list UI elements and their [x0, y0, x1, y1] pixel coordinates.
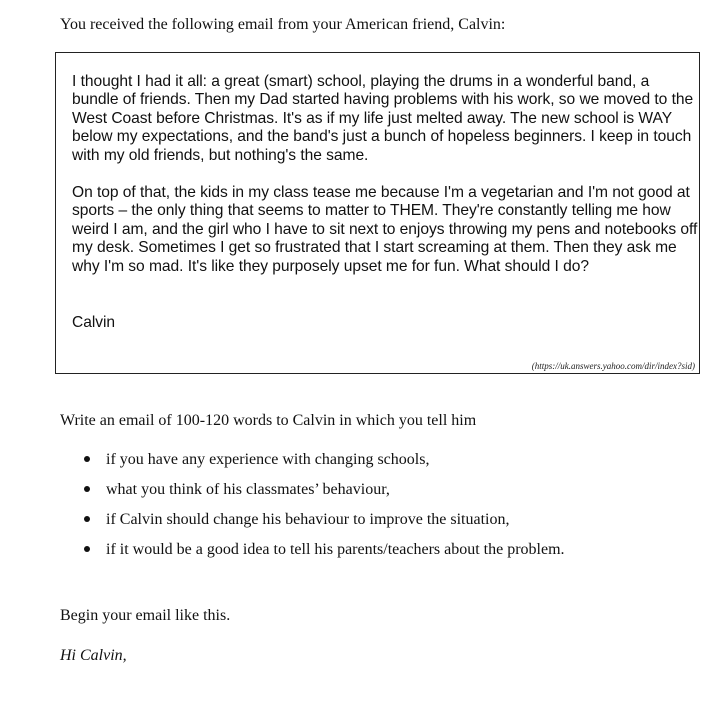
task-item-label: what you think of his classmates’ behaviour,	[106, 481, 390, 498]
email-signature: Calvin	[72, 314, 116, 331]
begin-instruction: Begin your email like this.	[60, 607, 231, 624]
task-text: Write an email of 100-120 words to Calvin in which you tell him	[60, 412, 477, 429]
bullet-icon	[84, 546, 90, 552]
task-item-label: if you have any experience with changing schools,	[106, 451, 430, 468]
intro-text: You received the following email from your American friend, Calvin:	[60, 16, 506, 33]
greeting-example: Hi Calvin,	[60, 647, 127, 664]
email-box	[55, 52, 700, 374]
task-item	[84, 537, 565, 567]
bullet-icon	[84, 516, 90, 522]
email-paragraph-2: On top of that, the kids in my class tease me because I'm a vegetarian and I'm not good at sports – the only thing that seems to matter to THEM. They're constantly telling me how weird I am, and the girl who I have to sit next to enjoys throwing my pens and notebooks off my desk. Sometimes I get so frustrated that I start screaming at them. Then they ask me why I'm so mad. It's like they purposely upset me for fun. What should I do?	[72, 184, 698, 275]
source-note: (https://uk.answers.yahoo.com/dir/index?sid)	[531, 361, 695, 371]
task-item	[84, 477, 565, 507]
bullet-icon	[84, 456, 90, 462]
task-item	[84, 447, 565, 477]
bullet-icon	[84, 486, 90, 492]
task-item-label: if it would be a good idea to tell his parents/teachers about the problem.	[106, 541, 565, 558]
task-list	[84, 447, 565, 567]
email-paragraph-1: I thought I had it all: a great (smart) school, playing the drums in a wonderful band, a bundle of friends. Then my Dad started having problems with his work, so we moved to the West Coast before Christmas. It's as if my life just melted away. The new school is WAY below my expectations, and the band's just a bunch of hopeless beginners. I keep in touch with my old friends, but nothing's the same.	[72, 73, 694, 164]
task-item	[84, 507, 565, 537]
task-item-label: if Calvin should change his behaviour to improve the situation,	[106, 511, 510, 528]
